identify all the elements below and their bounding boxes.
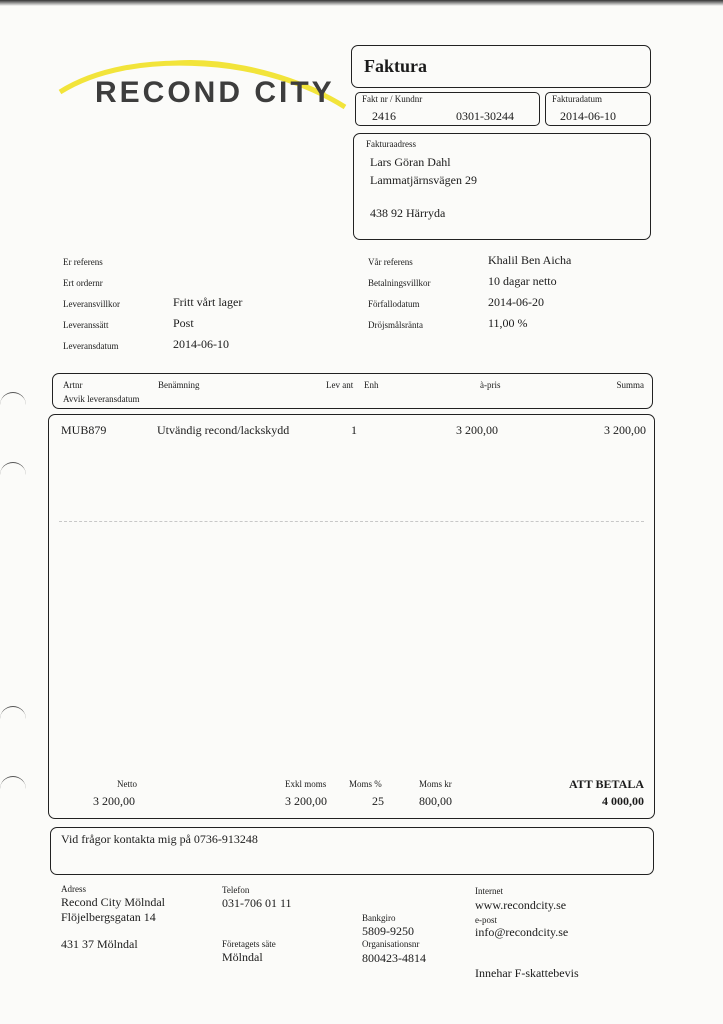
col-summa: Summa xyxy=(616,380,644,390)
footer-adress-line3: 431 37 Mölndal xyxy=(61,937,138,951)
moms-pct-value: 25 xyxy=(372,794,384,808)
footer-telefon-label: Telefon xyxy=(222,885,250,895)
col-artnr: Artnr xyxy=(63,380,83,390)
col-apris: à-pris xyxy=(480,380,501,390)
netto-label: Netto xyxy=(117,779,137,789)
invoice-date: 2014-06-10 xyxy=(560,109,616,123)
message-text: Vid frågor kontakta mig på 0736-913248 xyxy=(61,832,258,846)
row-benamning: Utvändig recond/lackskydd xyxy=(157,423,290,437)
col-benamning: Benämning xyxy=(158,380,200,390)
invoice-title-box xyxy=(351,45,651,88)
moms-kr-value: 800,00 xyxy=(419,794,452,808)
table-divider xyxy=(59,521,644,522)
footer-sate: Mölndal xyxy=(222,950,263,964)
address-street: Lammatjärnsvägen 29 xyxy=(370,173,477,187)
invoice-number-box xyxy=(355,92,540,126)
detail-label: Ert ordernr xyxy=(63,278,103,288)
footer-telefon: 031-706 01 11 xyxy=(222,896,292,910)
invoice-date-label: Fakturadatum xyxy=(552,94,602,104)
row-lev-ant: 1 xyxy=(351,423,357,437)
detail-value: 2014-06-10 xyxy=(173,337,229,351)
detail-label: Vår referens xyxy=(368,257,413,267)
detail-label: Leveransvillkor xyxy=(63,299,120,309)
detail-value: Fritt vårt lager xyxy=(173,295,243,309)
netto-value: 3 200,00 xyxy=(93,794,135,808)
footer-bankgiro: 5809-9250 xyxy=(362,924,414,938)
footer-internet-label: Internet xyxy=(475,886,503,896)
footer-adress-line1: Recond City Mölndal xyxy=(61,895,165,909)
detail-label: Betalningsvillkor xyxy=(368,278,431,288)
address-city: 438 92 Härryda xyxy=(370,206,446,220)
row-artnr: MUB879 xyxy=(61,423,107,437)
footer-adress-label: Adress xyxy=(61,884,86,894)
exkl-moms-value: 3 200,00 xyxy=(285,794,327,808)
punch-hole xyxy=(0,392,26,411)
address-label: Fakturaadress xyxy=(366,139,416,149)
exkl-moms-label: Exkl moms xyxy=(285,779,327,789)
col-enh: Enh xyxy=(364,380,379,390)
footer-epost: info@recondcity.se xyxy=(475,925,569,939)
moms-pct-label: Moms % xyxy=(349,779,382,789)
invoice-number: 2416 xyxy=(372,109,396,123)
punch-hole xyxy=(0,706,26,725)
table-header xyxy=(52,373,653,409)
footer xyxy=(0,882,723,992)
detail-label: Förfallodatum xyxy=(368,299,420,309)
scan-top-shadow xyxy=(0,0,723,6)
footer-orgnr-label: Organisationsnr xyxy=(362,939,420,949)
table-body xyxy=(48,414,655,819)
message-box xyxy=(50,827,654,875)
att-betala-label: ATT BETALA xyxy=(568,777,644,791)
footer-internet: www.recondcity.se xyxy=(475,898,567,912)
footer-sate-label: Företagets säte xyxy=(222,939,276,949)
col-lev-ant: Lev ant xyxy=(326,380,354,390)
moms-kr-label: Moms kr xyxy=(419,779,452,789)
detail-label: Er referens xyxy=(63,257,103,267)
row-apris: 3 200,00 xyxy=(456,423,498,437)
detail-value: Khalil Ben Aicha xyxy=(488,253,572,267)
logo-text: RECOND CITY xyxy=(95,76,335,109)
punch-hole xyxy=(0,776,26,795)
detail-value: 11,00 % xyxy=(488,316,528,330)
detail-value: Post xyxy=(173,316,194,330)
footer-epost-label: e-post xyxy=(475,915,497,925)
logo xyxy=(55,52,355,122)
col-avvik: Avvik leveransdatum xyxy=(63,394,140,404)
detail-value: 2014-06-20 xyxy=(488,295,544,309)
invoice-title: Faktura xyxy=(364,56,427,76)
footer-bankgiro-label: Bankgiro xyxy=(362,913,396,923)
detail-label: Leveransdatum xyxy=(63,341,119,351)
invoice-date-box xyxy=(545,92,651,126)
detail-value: 10 dagar netto xyxy=(488,274,557,288)
row-summa: 3 200,00 xyxy=(604,423,646,437)
att-betala-value: 4 000,00 xyxy=(602,794,644,808)
address-name: Lars Göran Dahl xyxy=(370,155,451,169)
detail-label: Dröjsmålsränta xyxy=(368,320,423,330)
footer-orgnr: 800423-4814 xyxy=(362,951,426,965)
detail-label: Leveranssätt xyxy=(63,320,109,330)
table-row xyxy=(49,423,654,441)
address-box xyxy=(353,133,651,240)
invoice-number-label: Fakt nr / Kundnr xyxy=(362,94,423,104)
customer-number: 0301-30244 xyxy=(456,109,514,123)
footer-adress-line2: Flöjelbergsgatan 14 xyxy=(61,910,156,924)
footer-fskatt: Innehar F-skattebevis xyxy=(475,966,579,980)
punch-hole xyxy=(0,462,26,481)
